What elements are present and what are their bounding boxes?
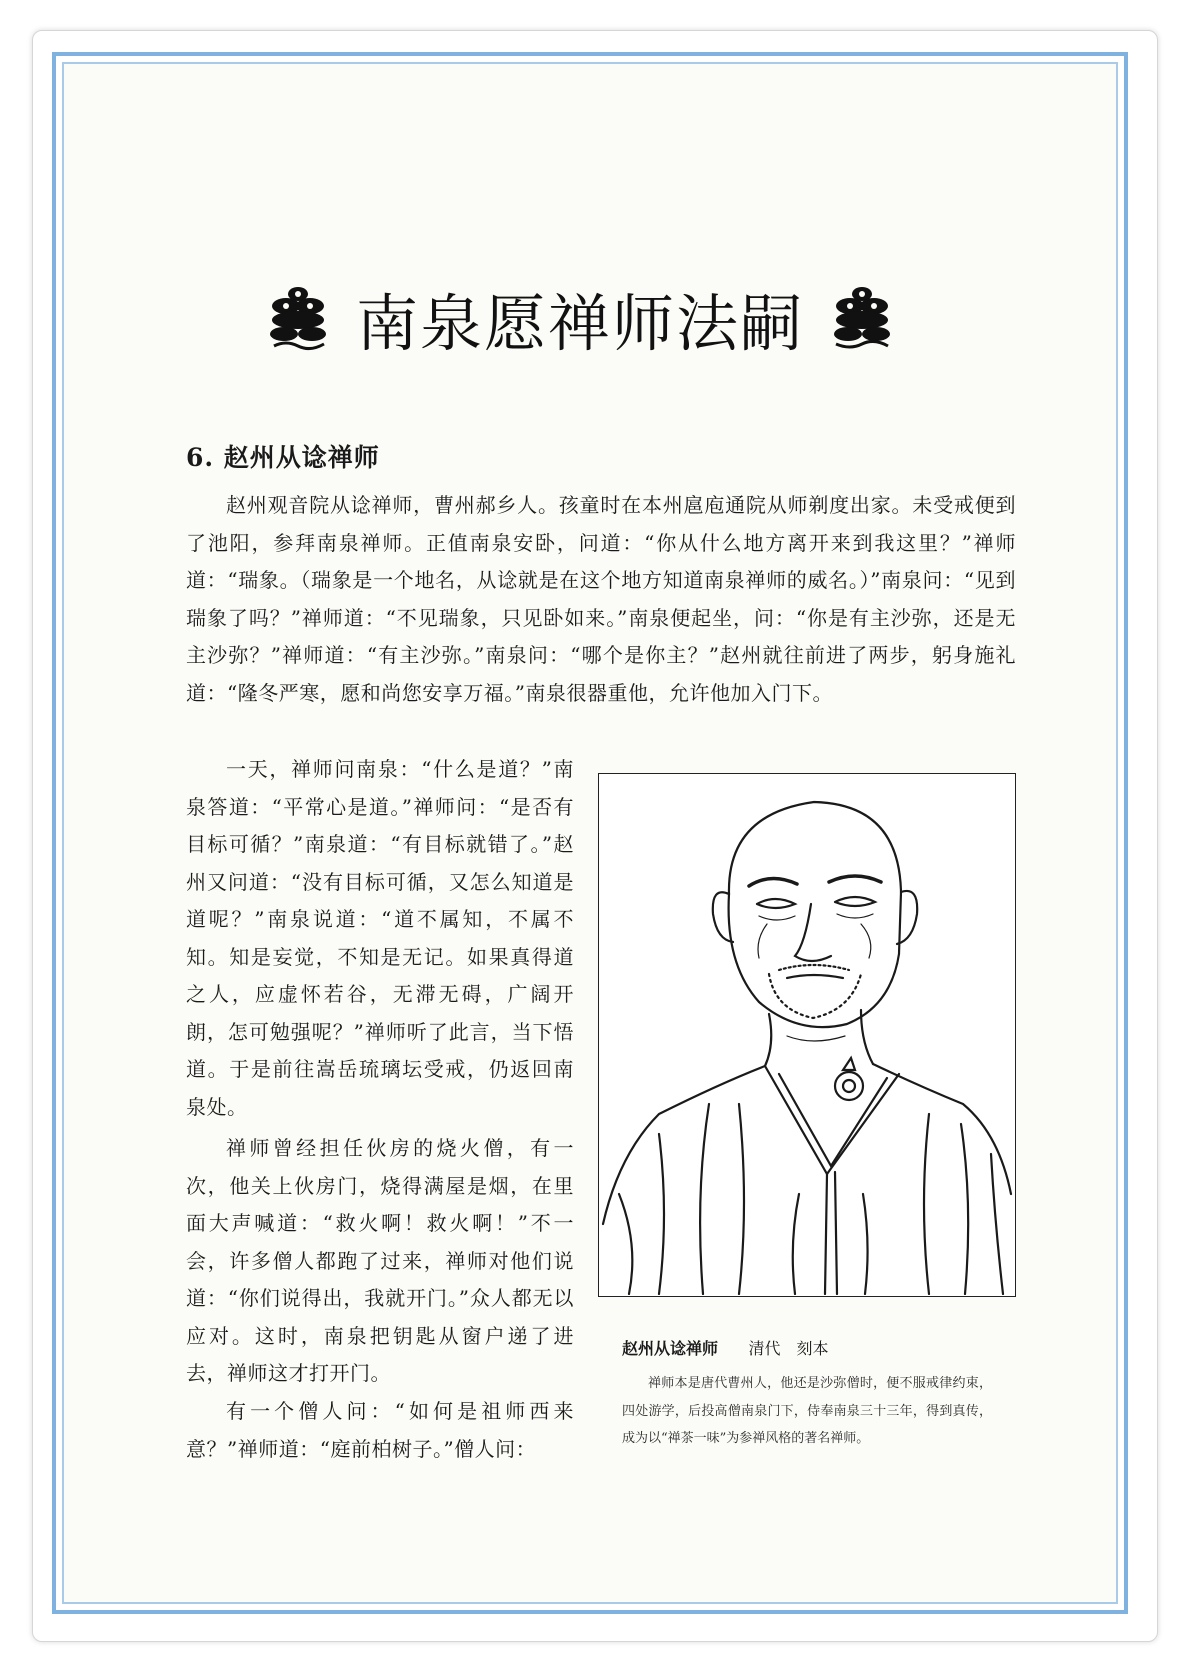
cloud-ornament-right-icon bbox=[830, 282, 894, 354]
illustration-caption-text: 禅师本是唐代曹州人，他还是沙弥僧时，便不服戒律约束，四处游学，后投高僧南泉门下，侍奉南泉三十三年，得到真传，成为以“禅茶一味”为参禅风格的著名禅师。 bbox=[622, 1376, 992, 1446]
section-title: 6. 赵州从谂禅师 bbox=[186, 443, 380, 472]
caption-source: 清代 刻本 bbox=[748, 1339, 829, 1358]
body-paragraph: 赵州观音院从谂禅师，曹州郝乡人。孩童时在本州扈庖通院从师剃度出家。未受戒便到了池阳，参拜南泉禅师。正值南泉安卧，问道：“你从什么地方离开来到我这里？”禅师道：“瑞象。（瑞象是一个地名，从谂就是在这个地方知道南泉禅师的威名。）”南泉问：“见到瑞象了吗？”禅师道：“不见瑞象，只见卧如来。”南泉便起坐，问：“你是有主沙弥，还是无主沙弥？”禅师道：“有主沙弥。”南泉问：“哪个是你主？”赵州就往前进了两步，躬身施礼道：“隆冬严寒，愿和尚您安享万福。”南泉很器重他，允许他加入门下。 bbox=[186, 493, 1016, 705]
body-paragraph: 禅师曾经担任伙房的烧火僧，有一次，他关上伙房门，烧得满屋是烟，在里面大声喊道：“救火啊！救火啊！”不一会，许多僧人都跑了过来，禅师对他们说道：“你们说得出，我就开门。”众人都无以应对。这时，南泉把钥匙从窗户递了进去，禅师这才打开门。 bbox=[186, 1136, 574, 1385]
caption-name: 赵州从谂禅师 bbox=[622, 1339, 719, 1358]
monk-portrait-drawing bbox=[599, 774, 1014, 1295]
body-paragraph: 一天，禅师问南泉：“什么是道？”南泉答道：“平常心是道。”禅师问：“是否有目标可循？”南泉道：“有目标就错了。”赵州又问道：“没有目标可循，又怎么知道是道呢？”南泉说道：“道不属知，不属不知。知是妄觉，不知是无记。如果真得道之人，应虚怀若谷，无滞无碍，广阔开朗，怎可勉强呢？”禅师听了此言，当下悟道。于是前往嵩岳琉璃坛受戒，仍返回南泉处。 bbox=[186, 757, 574, 1119]
chapter-title: 南泉愿禅师法嗣 bbox=[355, 286, 804, 360]
cloud-ornament-left-icon bbox=[266, 282, 330, 354]
body-paragraph: 有一个僧人问：“如何是祖师西来意？”禅师道：“庭前柏树子。”僧人问： bbox=[186, 1399, 574, 1461]
illustration-caption-title bbox=[622, 1336, 829, 1359]
monk-portrait-illustration bbox=[598, 773, 1016, 1297]
chapter-header bbox=[230, 268, 930, 368]
